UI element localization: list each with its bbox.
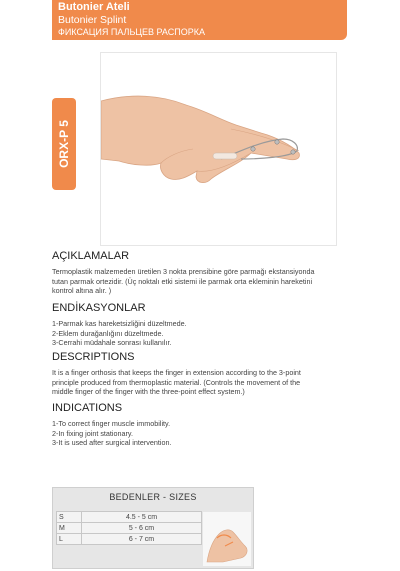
section-list: [52, 419, 352, 448]
section-aciklamalar: [52, 250, 352, 296]
list-item: 2-In fixing joint stationary.: [52, 428, 133, 438]
section-heading: ENDİKASYONLAR: [52, 302, 146, 314]
text-line: It is a finger orthosis that keeps the finger in extension according to the 3-point: [52, 368, 301, 377]
size-label: M: [57, 523, 82, 534]
text-line: tutan parmak ortezidir. (Üç noktalı etki sistemi ile parmak orta ekleminin hareketini: [52, 276, 313, 286]
section-indications: [52, 402, 352, 448]
list-item: 3-Cerrahi müdahale sonrası kullanılır.: [52, 338, 172, 347]
size-range: 4.5 - 5 cm: [82, 512, 202, 523]
product-title-turkish: Butonier Ateli: [58, 1, 130, 13]
size-label: L: [57, 534, 82, 545]
size-table: [56, 511, 202, 545]
section-heading: INDICATIONS: [52, 402, 123, 414]
product-header: [52, 0, 347, 40]
size-chart-title: BEDENLER - SIZES: [109, 492, 197, 502]
text-line: kontrol altına alır. ): [52, 286, 112, 295]
section-endikasyonlar: [52, 302, 352, 348]
list-item: 2-Eklem durağanlığını düzeltmede.: [52, 328, 164, 338]
section-text: [52, 267, 352, 296]
size-range: 5 - 6 cm: [82, 523, 202, 534]
product-title-russian: ФИКСАЦИЯ ПАЛЬЦЕВ РАСПОРКА: [58, 27, 205, 37]
table-row: [57, 523, 202, 534]
product-code: ORX-P 5: [57, 120, 71, 168]
section-list: [52, 319, 352, 348]
section-heading: DESCRIPTIONS: [52, 351, 135, 363]
size-range: 6 - 7 cm: [82, 534, 202, 545]
size-chart: [52, 487, 254, 569]
hand-with-splint-illustration: [101, 53, 336, 245]
list-item: 3-It is used after surgical intervention.: [52, 438, 172, 447]
text-line: principle produced from thermoplastic material. (Controls the movement of the: [52, 377, 301, 387]
text-line: middle finger of the finger with the three-point effect system.): [52, 387, 245, 396]
section-descriptions: [52, 351, 352, 397]
section-text: [52, 368, 352, 397]
finger-measure-illustration: [203, 512, 251, 566]
product-photo: [100, 52, 337, 246]
size-label: S: [57, 512, 82, 523]
product-code-tab: [52, 98, 76, 190]
section-heading: AÇIKLAMALAR: [52, 250, 130, 262]
list-item: 1-Parmak kas hareketsizliğini düzeltmede.: [52, 319, 187, 328]
list-item: 1-To correct finger muscle immobility.: [52, 419, 171, 428]
text-line: Termoplastik malzemeden üretilen 3 nokta prensibine göre parmağı ekstansiyonda: [52, 267, 315, 276]
product-title-english: Butonier Splint: [58, 14, 127, 26]
table-row: [57, 512, 202, 523]
table-row: [57, 534, 202, 545]
finger-measure-image: [203, 512, 251, 566]
